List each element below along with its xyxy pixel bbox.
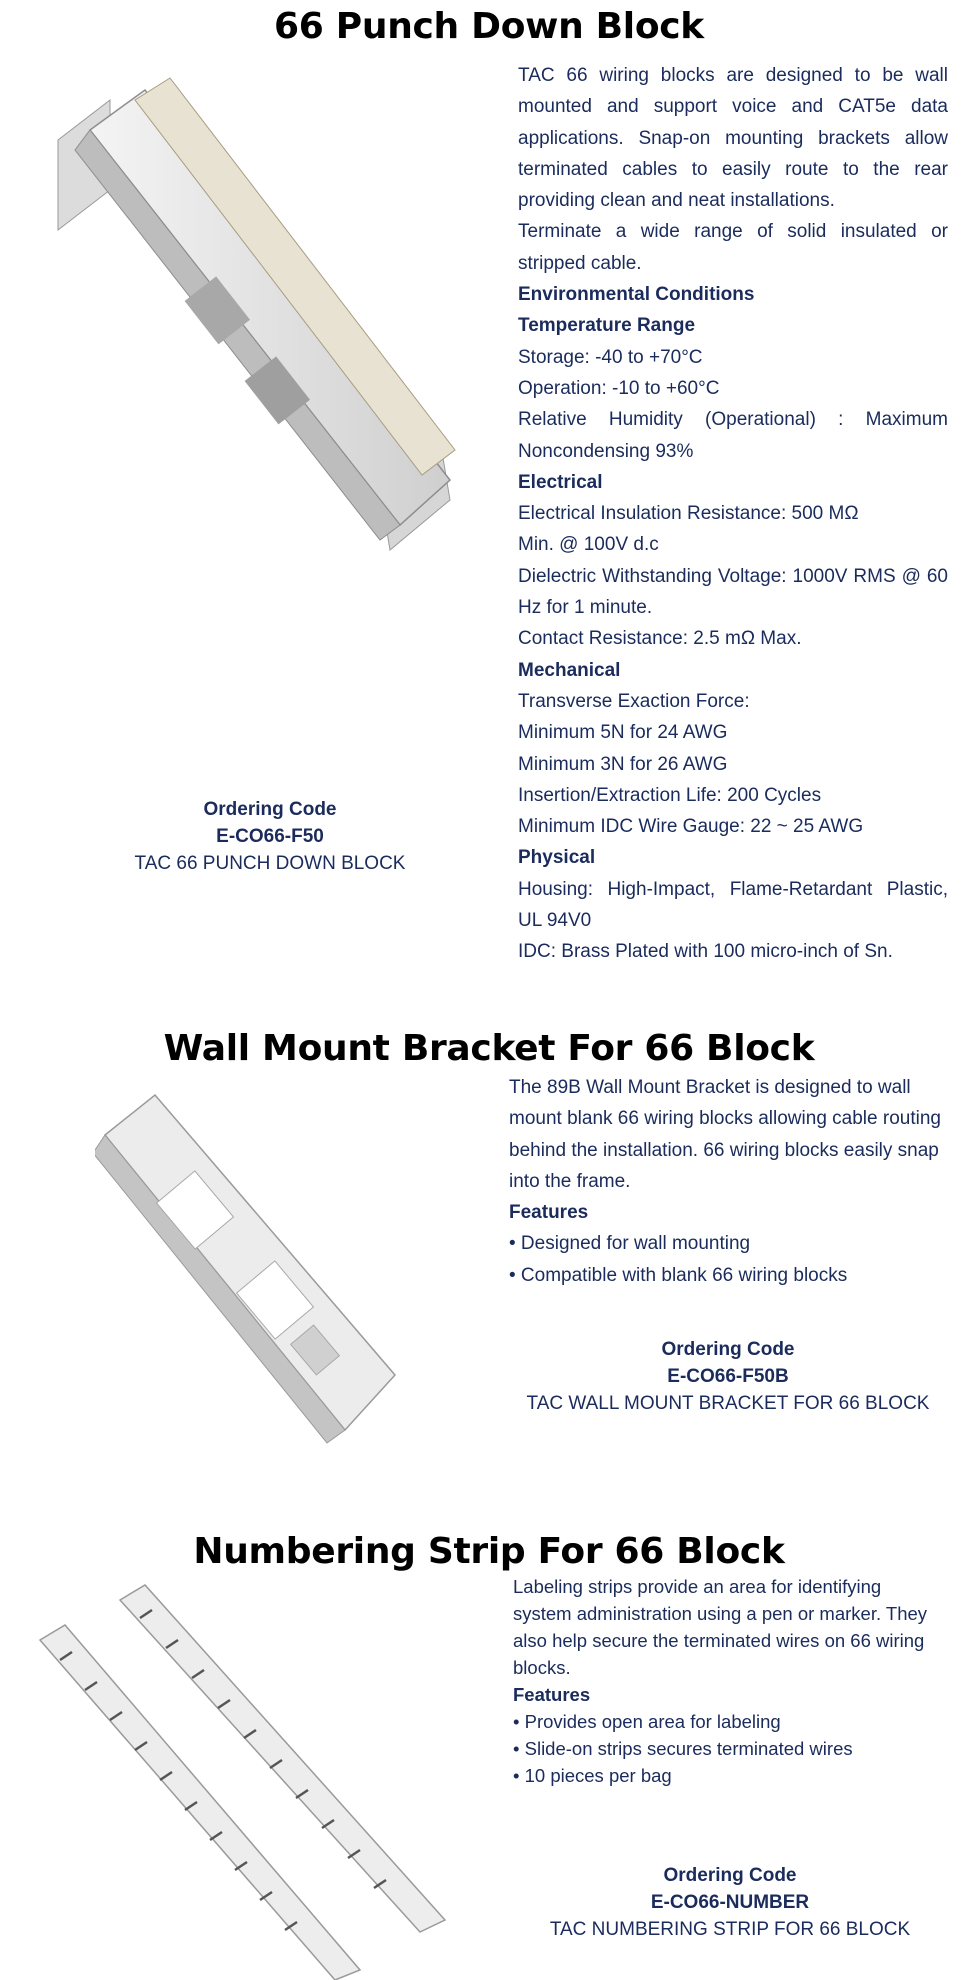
idc-plating: IDC: Brass Plated with 100 micro-inch of Sn.: [518, 941, 893, 963]
ordering-info-punch-down-block: [80, 796, 460, 877]
ordering-info-wall-mount-bracket: [518, 1336, 938, 1417]
numbering-strip-image: [30, 1580, 470, 1980]
wall-mount-bracket-image: [95, 1075, 425, 1455]
wall-mount-bracket-description: [509, 1072, 949, 1291]
strip-feature-item: • 10 pieces per bag: [513, 1765, 672, 1786]
temperature-heading: Temperature Range: [518, 315, 696, 337]
strip-intro: Labeling strips provide an area for identifying system administration using a pen or marker. They also help secure the terminated wires on 66 wiring blocks.: [513, 1576, 928, 1678]
numbering-strip-description: [513, 1573, 943, 1789]
bracket-features-heading: Features: [509, 1202, 589, 1224]
contact-resistance: Contact Resistance: 2.5 mΩ Max.: [518, 628, 802, 650]
strip-feature-item: • Slide-on strips secures terminated wires: [513, 1738, 853, 1759]
humidity: Relative Humidity (Operational) : Maximum Noncondensing 93%: [518, 409, 948, 462]
ordering-code: E-CO66-NUMBER: [650, 1892, 810, 1913]
environmental-heading: Environmental Conditions: [518, 284, 755, 306]
ordering-code-label: Ordering Code: [203, 799, 337, 820]
ordering-code-label: Ordering Code: [661, 1339, 795, 1360]
insulation-voltage: Min. @ 100V d.c: [518, 534, 659, 556]
ordering-info-numbering-strip: [520, 1862, 940, 1943]
physical-heading: Physical: [518, 847, 596, 869]
transverse-force: Transverse Exaction Force:: [518, 690, 750, 712]
section-title-punch-down-block: 66 Punch Down Block: [274, 6, 704, 47]
housing: Housing: High-Impact, Flame-Retardant Plastic, UL 94V0: [518, 878, 948, 932]
bracket-feature-item: • Designed for wall mounting: [509, 1233, 751, 1255]
insulation-resistance: Electrical Insulation Resistance: 500 MΩ: [518, 503, 859, 525]
bracket-feature-item: • Compatible with blank 66 wiring blocks: [509, 1264, 848, 1286]
dielectric-voltage: Dielectric Withstanding Voltage: 1000V RMS @ 60 Hz for 1 minute.: [518, 565, 948, 619]
electrical-heading: Electrical: [518, 471, 603, 493]
section-title-wall-mount-bracket: Wall Mount Bracket For 66 Block: [163, 1028, 815, 1069]
operation-temp: Operation: -10 to +60°C: [518, 377, 720, 399]
section-title-numbering-strip: Numbering Strip For 66 Block: [193, 1531, 785, 1572]
ordering-code: E-CO66-F50B: [667, 1366, 789, 1387]
punch-down-block-image: [50, 70, 470, 560]
intro-paragraph-2: Terminate a wide range of solid insulated or stripped cable.: [518, 221, 948, 274]
intro-paragraph-1: TAC 66 wiring blocks are designed to be wall mounted and support voice and CAT5e data applications. Snap-on mounting brackets allow terminated cables to easily route to the rear providing clean and neat installations.: [518, 65, 948, 212]
ordering-code-label: Ordering Code: [663, 1865, 797, 1886]
storage-temp: Storage: -40 to +70°C: [518, 346, 703, 368]
ordering-code: E-CO66-F50: [216, 826, 324, 847]
insertion-life: Insertion/Extraction Life: 200 Cycles: [518, 784, 822, 806]
mechanical-heading: Mechanical: [518, 659, 621, 681]
min-5n: Minimum 5N for 24 AWG: [518, 722, 728, 744]
strip-features-heading: Features: [513, 1684, 591, 1705]
idc-gauge: Minimum IDC Wire Gauge: 22 ~ 25 AWG: [518, 816, 864, 838]
bracket-intro: The 89B Wall Mount Bracket is designed to wall mount blank 66 wiring blocks allowing cable routing behind the installation. 66 wiring blocks easily snap into the frame.: [509, 1077, 941, 1192]
product-name: TAC 66 PUNCH DOWN BLOCK: [134, 853, 406, 874]
product-name: TAC NUMBERING STRIP FOR 66 BLOCK: [549, 1919, 911, 1940]
product-name: TAC WALL MOUNT BRACKET FOR 66 BLOCK: [526, 1393, 930, 1414]
punch-down-block-description: [518, 60, 948, 968]
strip-feature-item: • Provides open area for labeling: [513, 1711, 781, 1732]
min-3n: Minimum 3N for 26 AWG: [518, 753, 728, 775]
